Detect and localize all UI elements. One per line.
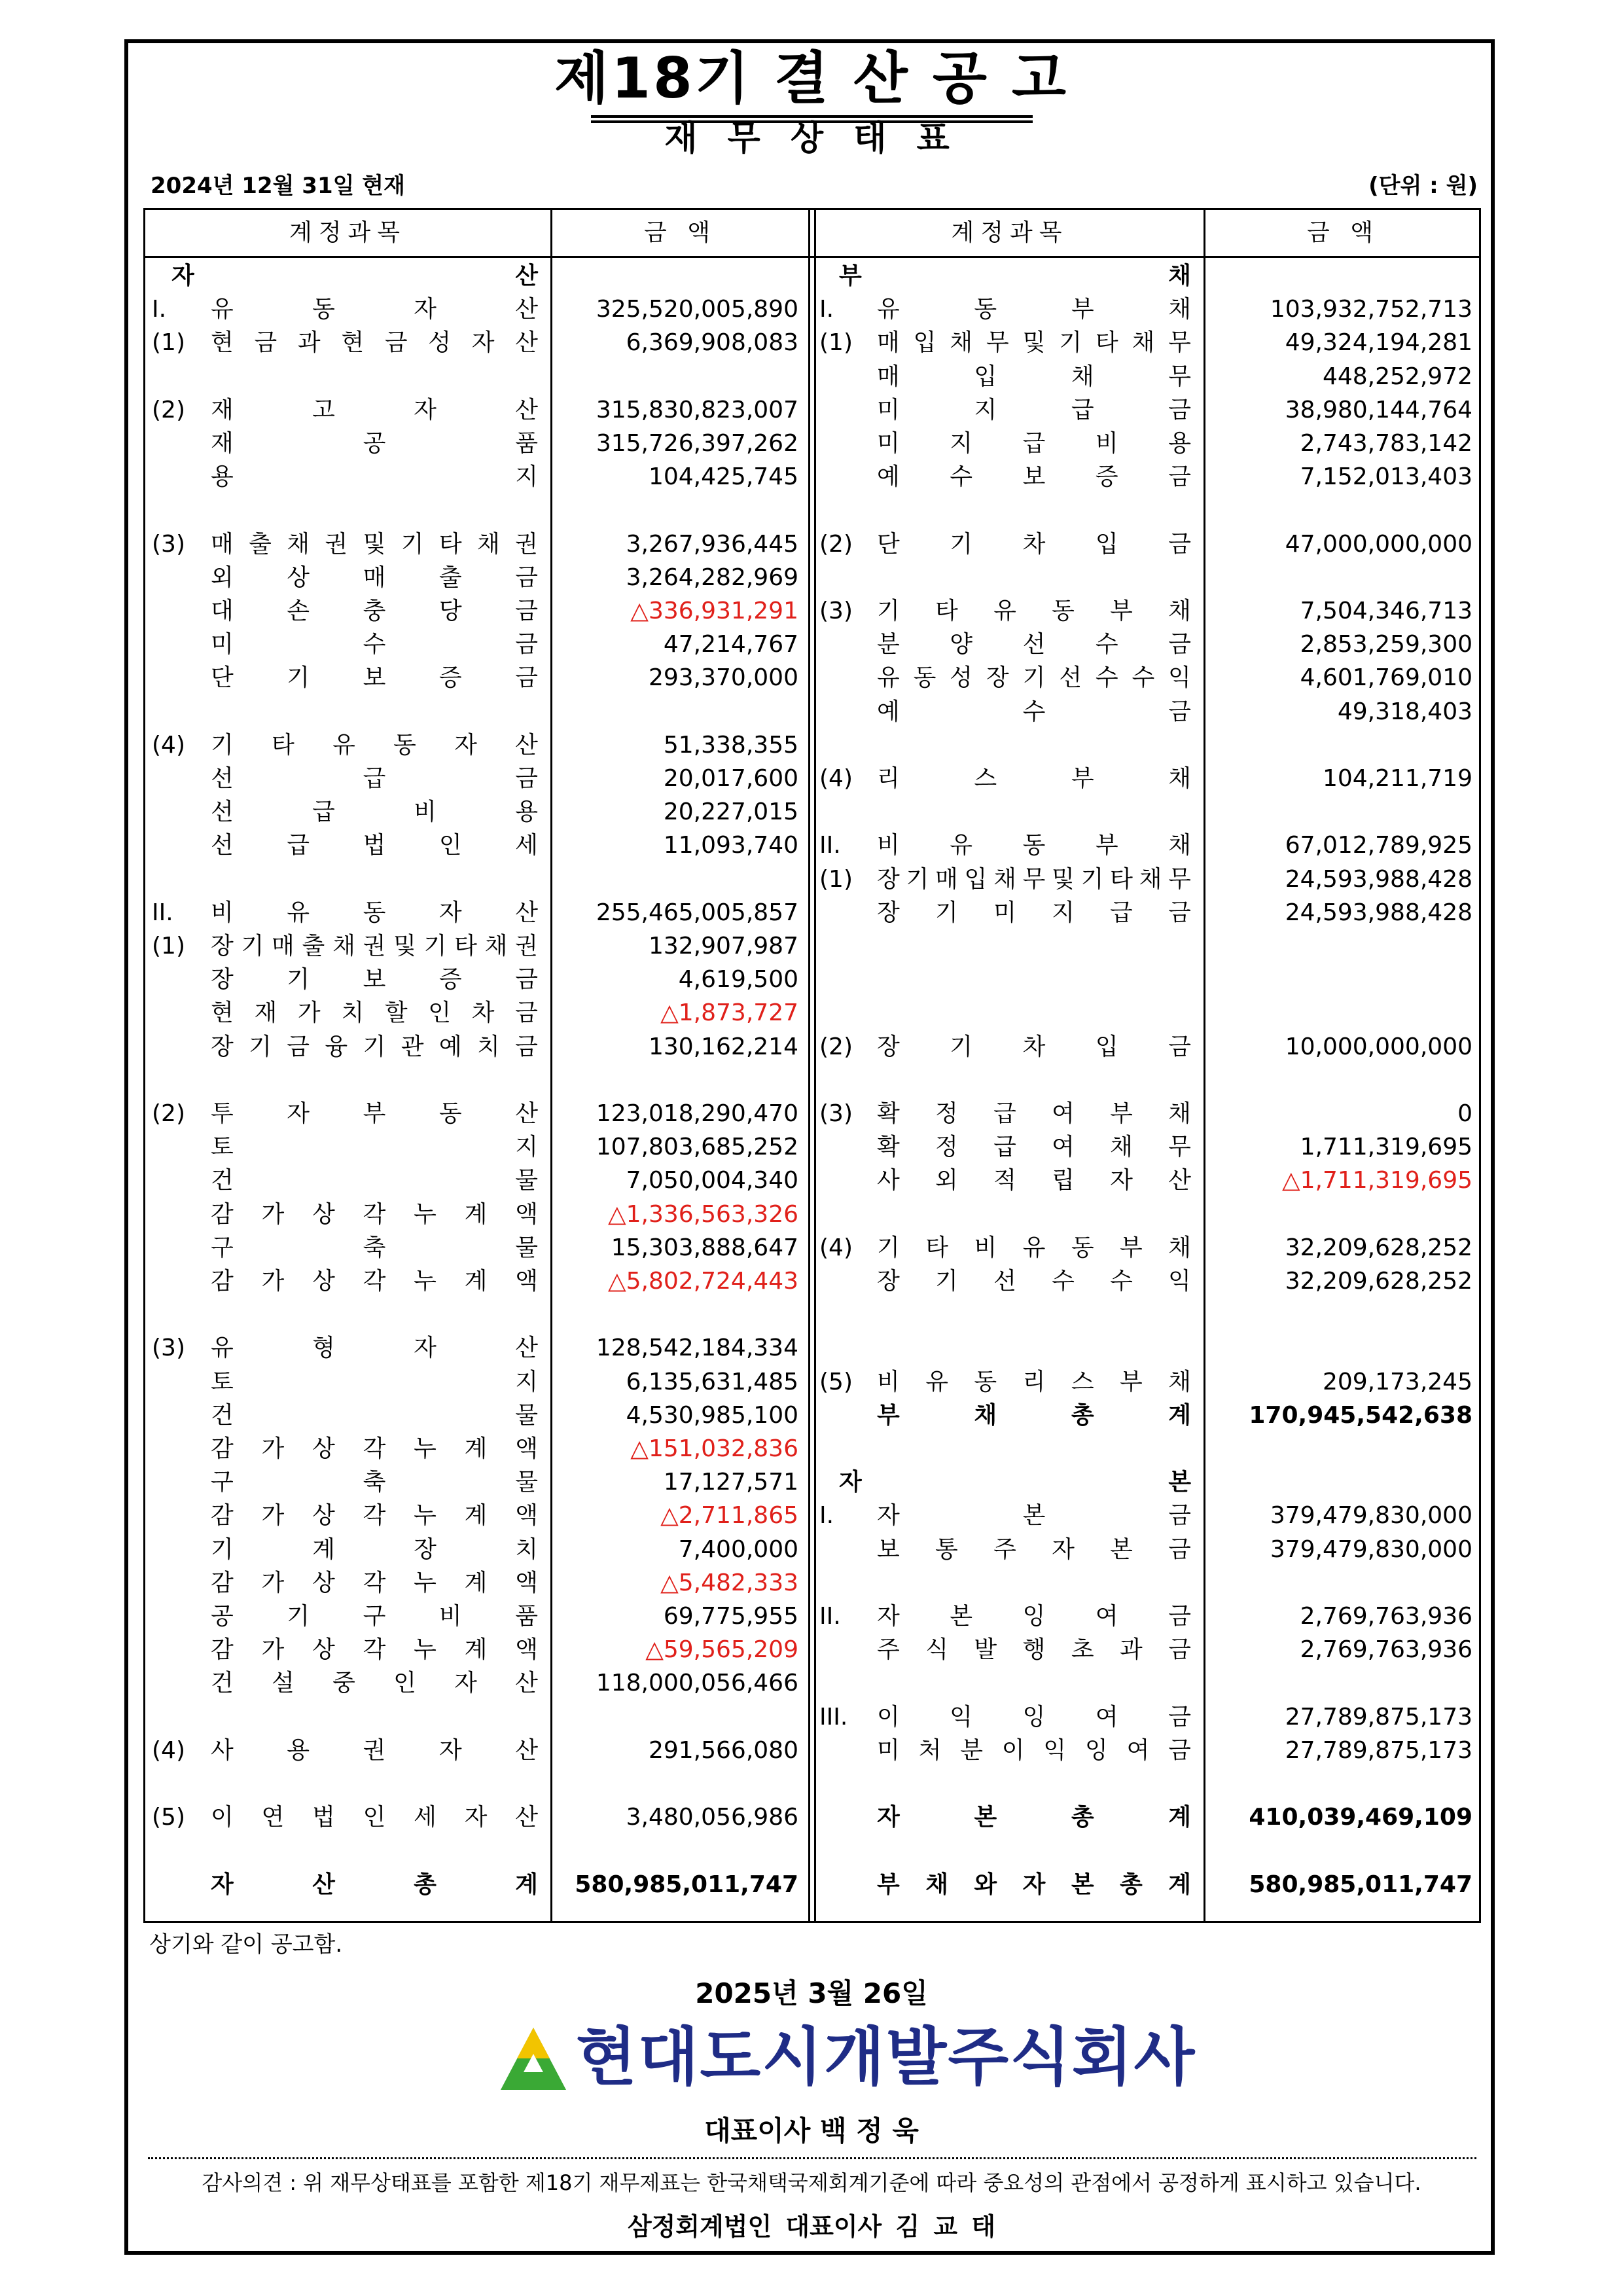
right-account-label: 사 외 적 립 자 산 [877, 1167, 1191, 1194]
right-account-label: 이 익 잉 여 금 [877, 1703, 1191, 1731]
left-account-label: 감 가 상 각 누 계 액 [211, 1268, 538, 1295]
left-account-label: 구 축 물 [211, 1469, 538, 1496]
left-row-number: (5) [152, 1804, 185, 1831]
right-account-label: 미 지 급 금 [877, 396, 1191, 423]
left-row-number: (3) [152, 1335, 185, 1362]
right-account-label: 분 양 선 수 금 [877, 631, 1191, 658]
right-row-number: (1) [819, 865, 853, 893]
left-account-label: 장 기 매 출 채 권 및 기 타 채 권 [211, 933, 538, 960]
left-row-number: (1) [152, 329, 185, 357]
right-account-label: 자 본 금 [877, 1502, 1191, 1530]
left-row-number: (3) [152, 530, 185, 558]
left-amount-cell: △5,802,724,443 [607, 1268, 798, 1295]
right-account-label: 주 식 발 행 초 과 금 [877, 1636, 1191, 1664]
right-amount-cell: 209,173,245 [1322, 1368, 1472, 1395]
left-amount-cell: 15,303,888,647 [611, 1234, 798, 1261]
left-account-label: 기 타 유 동 자 산 [211, 731, 538, 759]
right-amount-cell: 580,985,011,747 [1249, 1871, 1472, 1898]
audit-opinion: 감사의견 : 위 재무상태표를 포함한 제18기 재무제표는 한국채택국제회계기준에 따라 중요성의 관점에서 공정하게 표시하고 있습니다. [202, 2170, 1421, 2195]
left-account-label: 비 유 동 자 산 [211, 899, 538, 926]
right-row-number: (2) [819, 530, 853, 558]
left-account-label: 투 자 부 동 산 [211, 1100, 538, 1127]
header-left-amount: 금 액 [644, 219, 717, 246]
left-amount-cell: 132,907,987 [648, 933, 798, 960]
left-account-label: 장 기 금 융 기 관 예 치 금 [211, 1033, 538, 1060]
header-right-account: 계정과목 [951, 219, 1069, 246]
left-amount-cell: 580,985,011,747 [575, 1871, 798, 1898]
left-row-number: (2) [152, 1100, 185, 1127]
left-amount-cell: △5,482,333 [660, 1569, 798, 1596]
right-account-label: 장 기 선 수 수 익 [877, 1268, 1191, 1295]
left-account-label: 용 지 [211, 463, 538, 491]
left-amount-cell: 7,050,004,340 [626, 1167, 798, 1194]
right-amount-cell: 7,152,013,403 [1300, 463, 1472, 491]
right-account-label: 유 동 부 채 [877, 296, 1191, 323]
left-account-label: 감 가 상 각 누 계 액 [211, 1435, 538, 1462]
left-account-label: 대 손 충 당 금 [211, 598, 538, 624]
left-account-label: 자 산 총 계 [211, 1871, 538, 1898]
left-amount-cell: 11,093,740 [663, 832, 798, 859]
left-account-label: 외 상 매 출 금 [211, 564, 538, 591]
right-account-label: 리 스 부 채 [877, 765, 1191, 792]
right-amount-cell: 32,209,628,252 [1285, 1268, 1472, 1295]
left-amount-cell: 293,370,000 [648, 664, 798, 692]
right-account-label: 자 본 잉 여 금 [877, 1603, 1191, 1630]
right-row-number: II. [819, 832, 841, 859]
header-right-amount: 금 액 [1307, 219, 1380, 246]
header-divider [145, 256, 1479, 258]
left-account-label: 건 물 [211, 1401, 538, 1429]
left-amount-cell: 118,000,056,466 [596, 1670, 798, 1697]
unit-label: (단위 : 원) [1368, 173, 1478, 199]
left-account-label: 감 가 상 각 누 계 액 [211, 1569, 538, 1596]
right-amount-cell: 49,318,403 [1337, 698, 1472, 725]
left-amount-cell: 291,566,080 [648, 1736, 798, 1764]
right-account-label: 예 수 보 증 금 [877, 463, 1191, 491]
right-amount-cell: 410,039,469,109 [1249, 1804, 1472, 1831]
left-amount-cell: 3,267,936,445 [626, 530, 798, 558]
left-amount-cell: 104,425,745 [648, 463, 798, 491]
right-account-label: 기 타 비 유 동 부 채 [877, 1234, 1191, 1261]
right-account-label: 확 정 급 여 채 무 [877, 1134, 1191, 1161]
left-amount-cell: 325,520,005,890 [596, 296, 798, 323]
right-amount-cell: 49,324,194,281 [1285, 329, 1472, 357]
right-account-label: 미 처 분 이 익 잉 여 금 [877, 1736, 1191, 1764]
right-account-label: 보 통 주 자 본 금 [877, 1535, 1191, 1563]
right-amount-cell: 103,932,752,713 [1270, 296, 1472, 323]
right-amount-cell: 2,743,783,142 [1300, 430, 1472, 457]
right-account-label: 매 입 채 무 [877, 363, 1191, 390]
right-account-label: 부 채 와 자 본 총 계 [877, 1871, 1191, 1898]
right-account-label: 장 기 매 입 채 무 및 기 타 채 무 [877, 865, 1191, 893]
left-amount-cell: 20,227,015 [663, 798, 798, 826]
left-amount-cell: 7,400,000 [678, 1535, 798, 1563]
right-amount-cell: 7,504,346,713 [1300, 598, 1472, 624]
right-row-number: (3) [819, 598, 853, 624]
left-account-label: 재 공 품 [211, 430, 538, 457]
left-amount-cell: △1,336,563,326 [607, 1200, 798, 1228]
left-account-label: 미 수 금 [211, 631, 538, 658]
right-amount-cell: 2,853,259,300 [1300, 631, 1472, 658]
column-divider-double-a [808, 210, 810, 1921]
right-account-label: 장 기 미 지 급 금 [877, 899, 1191, 926]
left-amount-cell: △59,565,209 [645, 1636, 798, 1664]
left-row-number: I. [152, 296, 167, 323]
header-left-account: 계정과목 [289, 219, 407, 246]
left-amount-cell: 315,830,823,007 [596, 396, 798, 423]
left-amount-cell: 315,726,397,262 [596, 430, 798, 457]
right-account-label: 자 본 총 계 [877, 1804, 1191, 1831]
column-divider [1204, 210, 1205, 1921]
left-account-label: 감 가 상 각 누 계 액 [211, 1502, 538, 1530]
right-amount-cell: 38,980,144,764 [1285, 396, 1472, 423]
right-row-number: II. [819, 1603, 841, 1630]
left-amount-cell: 17,127,571 [663, 1469, 798, 1496]
left-amount-cell: △1,873,727 [660, 999, 798, 1027]
left-amount-cell: △151,032,836 [630, 1435, 798, 1462]
right-amount-cell: 10,000,000,000 [1285, 1033, 1472, 1060]
left-account-label: 선 급 비 용 [211, 798, 538, 826]
left-amount-cell: 20,017,600 [663, 765, 798, 792]
left-amount-cell: 6,369,908,083 [626, 329, 798, 357]
left-account-label: 재 고 자 산 [211, 396, 538, 423]
right-account-label: 비 유 동 리 스 부 채 [877, 1368, 1191, 1395]
left-account-label: 토 지 [211, 1134, 538, 1161]
right-amount-cell: 0 [1457, 1100, 1472, 1127]
left-account-label: 장 기 보 증 금 [211, 966, 538, 994]
left-account-label: 공 기 구 비 품 [211, 1603, 538, 1630]
left-account-label: 선 급 금 [211, 765, 538, 792]
left-amount-cell: 3,480,056,986 [626, 1804, 798, 1831]
left-account-label: 이 연 법 인 세 자 산 [211, 1804, 538, 1831]
right-row-number: (2) [819, 1033, 853, 1060]
left-account-label: 건 물 [211, 1167, 538, 1194]
right-amount-cell: 67,012,789,925 [1285, 832, 1472, 859]
left-account-label: 구 축 물 [211, 1234, 538, 1261]
right-row-number: III. [819, 1703, 848, 1731]
right-amount-cell: 27,789,875,173 [1285, 1703, 1472, 1731]
right-amount-cell: 27,789,875,173 [1285, 1736, 1472, 1764]
right-account-label: 매 입 채 무 및 기 타 채 무 [877, 329, 1191, 357]
left-amount-cell: 4,619,500 [678, 966, 798, 994]
right-amount-cell: 104,211,719 [1322, 765, 1472, 792]
left-amount-cell: 255,465,005,857 [596, 899, 798, 926]
left-amount-cell: 107,803,685,252 [596, 1134, 798, 1161]
left-account-label: 감 가 상 각 누 계 액 [211, 1636, 538, 1664]
left-row-number: II. [152, 899, 173, 926]
right-account-label: 장 기 차 입 금 [877, 1033, 1191, 1060]
left-account-label: 현 재 가 치 할 인 차 금 [211, 999, 538, 1027]
column-divider-double-b [814, 210, 816, 1921]
right-row-number: (3) [819, 1100, 853, 1127]
ceo-signature-line: 대표이사 백 정 욱 [704, 2115, 919, 2147]
right-account-label: 미 지 급 비 용 [877, 430, 1191, 457]
left-account-label: 기 계 장 치 [211, 1535, 538, 1563]
right-account-label: 확 정 급 여 부 채 [877, 1100, 1191, 1127]
right-amount-cell: 24,593,988,428 [1285, 865, 1472, 893]
column-divider [550, 210, 552, 1921]
left-row-number: (1) [152, 933, 185, 960]
left-row-number: (4) [152, 1736, 185, 1764]
auditor-line: 삼정회계법인 대표이사 김 교 태 [627, 2212, 996, 2241]
notice-text: 상기와 같이 공고함. [149, 1931, 343, 1958]
right-amount-cell: 170,945,542,638 [1249, 1401, 1472, 1429]
left-amount-cell: 130,162,214 [648, 1033, 798, 1060]
left-amount-cell: 47,214,767 [663, 631, 798, 658]
page-title: 제18기 결 산 공 고 [554, 46, 1069, 111]
right-row-number: (1) [819, 329, 853, 357]
left-amount-cell: 123,018,290,470 [596, 1100, 798, 1127]
company-logo [497, 2015, 1196, 2100]
left-account-label: 매 출 채 권 및 기 타 채 권 [211, 530, 538, 558]
right-account-label: 비 유 동 부 채 [877, 832, 1191, 859]
right-row-number: I. [819, 296, 834, 323]
left-amount-cell: △2,711,865 [660, 1502, 798, 1530]
left-account-label: 감 가 상 각 누 계 액 [211, 1200, 538, 1228]
right-amount-cell: 379,479,830,000 [1270, 1502, 1472, 1530]
left-account-label: 사 용 권 자 산 [211, 1736, 538, 1764]
right-row-number: (4) [819, 765, 853, 792]
right-account-label: 기 타 유 동 부 채 [877, 598, 1191, 624]
right-amount-cell: 2,769,763,936 [1300, 1636, 1472, 1664]
left-amount-cell: △336,931,291 [630, 598, 798, 624]
left-row-number: (4) [152, 731, 185, 759]
right-account-label: 단 기 차 입 금 [877, 530, 1191, 558]
left-amount-cell: 51,338,355 [663, 731, 798, 759]
right-amount-cell: 2,769,763,936 [1300, 1603, 1472, 1630]
publication-date: 2025년 3월 26일 [695, 1977, 928, 2009]
left-account-label: 선 급 법 인 세 [211, 832, 538, 859]
left-row-number: (2) [152, 396, 185, 423]
statement-subtitle: 재 무 상 태 표 [664, 119, 959, 158]
company-name: 현대도시개발주식회사 [576, 2020, 1196, 2094]
left-account-label: 단 기 보 증 금 [211, 664, 538, 692]
left-account-label: 토 지 [211, 1368, 538, 1395]
balance-sheet-table [143, 208, 1481, 1923]
left-account-label: 유 형 자 산 [211, 1335, 538, 1362]
left-account-label: 현 금 과 현 금 성 자 산 [211, 329, 538, 357]
right-row-number: (5) [819, 1368, 853, 1395]
right-amount-cell: 47,000,000,000 [1285, 530, 1472, 558]
left-account-label: 자 산 [171, 262, 538, 289]
left-amount-cell: 4,530,985,100 [626, 1401, 798, 1429]
right-account-label: 예 수 금 [877, 698, 1191, 725]
left-account-label: 건 설 중 인 자 산 [211, 1670, 538, 1697]
right-account-label: 부 채 총 계 [877, 1401, 1191, 1429]
right-account-label: 부 채 [839, 262, 1191, 289]
right-amount-cell: 24,593,988,428 [1285, 899, 1472, 926]
right-amount-cell: 1,711,319,695 [1300, 1134, 1472, 1161]
dotted-divider [148, 2157, 1476, 2159]
right-row-number: I. [819, 1502, 834, 1530]
left-amount-cell: 69,775,955 [663, 1603, 798, 1630]
right-row-number: (4) [819, 1234, 853, 1261]
left-amount-cell: 6,135,631,485 [626, 1368, 798, 1395]
right-account-label: 자 본 [839, 1469, 1191, 1496]
left-amount-cell: 128,542,184,334 [596, 1335, 798, 1362]
right-amount-cell: 379,479,830,000 [1270, 1535, 1472, 1563]
right-amount-cell: 4,601,769,010 [1300, 664, 1472, 692]
left-amount-cell: 3,264,282,969 [626, 564, 798, 591]
right-amount-cell: 448,252,972 [1322, 363, 1472, 390]
right-amount-cell: △1,711,319,695 [1281, 1167, 1472, 1194]
left-account-label: 유 동 자 산 [211, 296, 538, 323]
triangle-logo-icon [497, 2015, 569, 2100]
right-account-label: 유 동 성 장 기 선 수 수 익 [877, 664, 1191, 692]
right-amount-cell: 32,209,628,252 [1285, 1234, 1472, 1261]
as-of-date: 2024년 12월 31일 현재 [151, 173, 405, 199]
